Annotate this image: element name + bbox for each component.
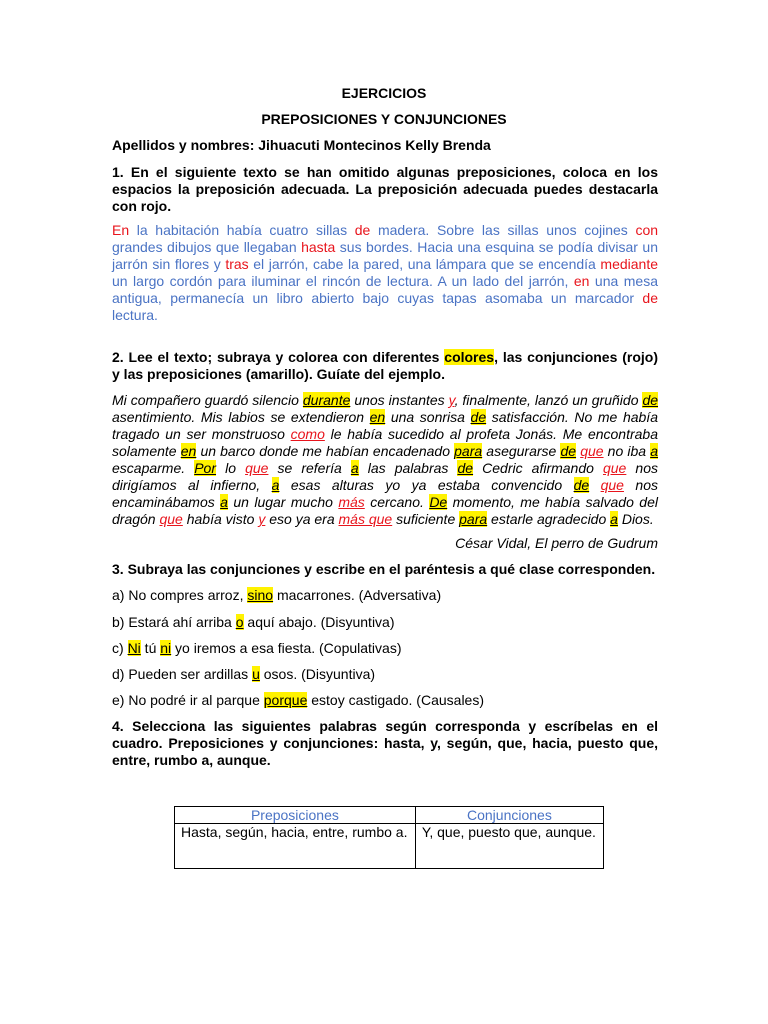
exercise-1-text [112, 222, 658, 324]
text-run: osos. (Disyuntiva) [259, 666, 376, 682]
exercise-3-item-c [112, 640, 402, 657]
text-run: nos dirigíamos al infierno, [112, 460, 658, 493]
page-subtitle: PREPOSICIONES Y CONJUNCIONES [261, 111, 507, 127]
exercise-2-text [112, 392, 658, 528]
text-run: le había sucedido al profeta Jonás. Me encontraba solamente [112, 426, 658, 459]
marked-word: hasta [301, 239, 336, 255]
marked-word: para [454, 443, 483, 459]
marked-word: una mesa antigua, permanecía un libro abierto bajo cuyas tapas asomaba un marcador [112, 273, 658, 306]
text-run: d) Pueden ser ardillas [112, 666, 253, 682]
marked-word: con [635, 222, 659, 238]
text-run: asegurarse [482, 443, 561, 459]
marked-word: que [600, 477, 624, 493]
exercise-2-prompt-end: , las conjunciones (rojo) y las preposiciones (amarillo). Guíate del ejemplo. [112, 349, 658, 382]
text-run: momento, me había salvado del dragón [112, 494, 658, 527]
marked-word: de [573, 477, 590, 493]
text-run: lo [216, 460, 246, 476]
marked-word: de [642, 290, 658, 306]
marked-word: más que [338, 511, 393, 527]
text-run: satisfacción. No me había tragado un ser monstruoso [112, 409, 658, 442]
marked-word: durante [302, 392, 351, 408]
marked-word: el jarrón, cabe la pared, una lámpara que se encendía [248, 256, 601, 272]
page-title: EJERCICIOS [341, 85, 427, 101]
marked-word: madera. Sobre las sillas unos cojines [370, 222, 636, 238]
text-run: e) No podré ir al parque [112, 692, 264, 708]
marked-word: la habitación había cuatro sillas [129, 222, 355, 238]
cell-conjunciones: Y, que, puesto que, aunque. [415, 824, 603, 869]
marked-word: y [258, 511, 266, 527]
text-run: b) Estará ahí arriba [112, 614, 236, 630]
exercise-1-prompt: 1. En el siguiente texto se han omitido algunas preposiciones, coloca en los espacios la preposición adecuada. La preposición adecuada puedes destacarla con rojo. [112, 164, 658, 214]
text-run: esas alturas yo ya estaba convencido [279, 477, 574, 493]
text-run: se refería [268, 460, 351, 476]
marked-word: que [159, 511, 183, 527]
marked-word: De [429, 494, 448, 510]
marked-word: grandes dibujos que llegaban [112, 239, 302, 255]
marked-word: como [290, 426, 325, 442]
marked-word: de [457, 460, 474, 476]
header-preposiciones: Preposiciones [175, 807, 416, 824]
text-run: un lugar mucho [227, 494, 339, 510]
marked-word: de [354, 222, 371, 238]
marked-word: En [112, 222, 130, 238]
text-run: suficiente [392, 511, 460, 527]
marked-word: Ni [127, 640, 141, 656]
marked-word: lectura. [112, 307, 158, 323]
marked-word: a [271, 477, 280, 493]
text-run: Cedric afirmando [473, 460, 603, 476]
text-run: un barco donde me habían encadenado [196, 443, 455, 459]
marked-word: a [220, 494, 228, 510]
exercise-2-prompt-start: 2. Lee el texto; subraya y colorea con diferentes [112, 349, 445, 365]
exercise-3-item-e [112, 692, 484, 709]
marked-word: y [448, 392, 455, 408]
marked-word: tras [225, 256, 249, 272]
marked-word: que [245, 460, 269, 476]
text-run: Dios. [617, 511, 654, 527]
exercise-2-citation: César Vidal, El perro de Gudrum [455, 535, 658, 551]
text-run: las palabras [358, 460, 458, 476]
cell-preposiciones: Hasta, según, hacia, entre, rumbo a. [175, 824, 416, 869]
text-run [589, 477, 600, 493]
text-run: había visto [182, 511, 259, 527]
exercise-4-prompt: 4. Selecciona las siguientes palabras según corresponda y escríbelas en el cuadro. Preposiciones y conjunciones: hasta, y, según, que, hacia, puesto que, entre, rumbo a, aunque. [112, 718, 658, 768]
text-run: unos instantes [350, 392, 449, 408]
marked-word: a [610, 511, 618, 527]
text-run: estoy castigado. (Causales) [307, 692, 484, 708]
header-conjunciones: Conjunciones [415, 807, 603, 824]
text-run: aquí abajo. (Disyuntiva) [243, 614, 395, 630]
answer-table-header-row [175, 807, 604, 824]
student-name: Apellidos y nombres: Jihuacuti Montecinos Kelly Brenda [112, 137, 491, 153]
marked-word: que [602, 460, 627, 476]
text-run: asentimiento. Mis labios se extendieron [112, 409, 370, 425]
marked-word: ni [160, 640, 172, 656]
text-run: a) No compres arroz, [112, 587, 248, 603]
marked-word: porque [263, 692, 308, 708]
marked-word: a [650, 443, 658, 459]
marked-word: o [235, 614, 244, 630]
marked-word: en [573, 273, 590, 289]
marked-word: Por [194, 460, 217, 476]
text-run: nos encaminábamos [112, 477, 658, 510]
marked-word: de [560, 443, 577, 459]
exercise-3-item-a [112, 587, 441, 604]
exercise-3-item-d [112, 666, 375, 683]
text-run: c) [112, 640, 128, 656]
marked-word: un largo cordón para iluminar el rincón de lectura. A un lado del jarrón, [112, 273, 574, 289]
marked-word: sus bordes. Hacia una esquina se podía divisar un jarrón sin flores y [112, 239, 659, 272]
answer-table [174, 806, 604, 869]
marked-word: sino [247, 587, 274, 603]
exercise-3-prompt: 3. Subraya las conjunciones y escribe en el paréntesis a qué clase corresponden. [112, 561, 656, 577]
marked-word: a [350, 460, 359, 476]
text-run: eso ya era [265, 511, 339, 527]
text-run: tú [140, 640, 161, 656]
text-run: yo iremos a esa fiesta. (Copulativas) [171, 640, 402, 656]
text-run: una sonrisa [385, 409, 471, 425]
marked-word: u [252, 666, 260, 682]
marked-word: de [642, 392, 659, 408]
marked-word: de [470, 409, 487, 425]
exercise-3-item-b [112, 614, 395, 631]
text-run: , finalmente, lanzó un gruñido [454, 392, 643, 408]
exercise-2-prompt-highlight: colores [444, 349, 495, 365]
marked-word: en [369, 409, 386, 425]
text-run: no iba [603, 443, 651, 459]
text-run: macarrones. (Adversativa) [273, 587, 442, 603]
text-run: Mi compañero guardó silencio [112, 392, 303, 408]
exercise-2-prompt [112, 349, 658, 383]
marked-word: para [459, 511, 488, 527]
marked-word: mediante [600, 256, 659, 272]
text-run: cercano. [364, 494, 430, 510]
marked-word: que [580, 443, 604, 459]
marked-word: más [338, 494, 365, 510]
marked-word: en [180, 443, 197, 459]
text-run: escaparme. [112, 460, 195, 476]
answer-table-row [175, 824, 604, 869]
text-run: estarle agradecido [487, 511, 611, 527]
